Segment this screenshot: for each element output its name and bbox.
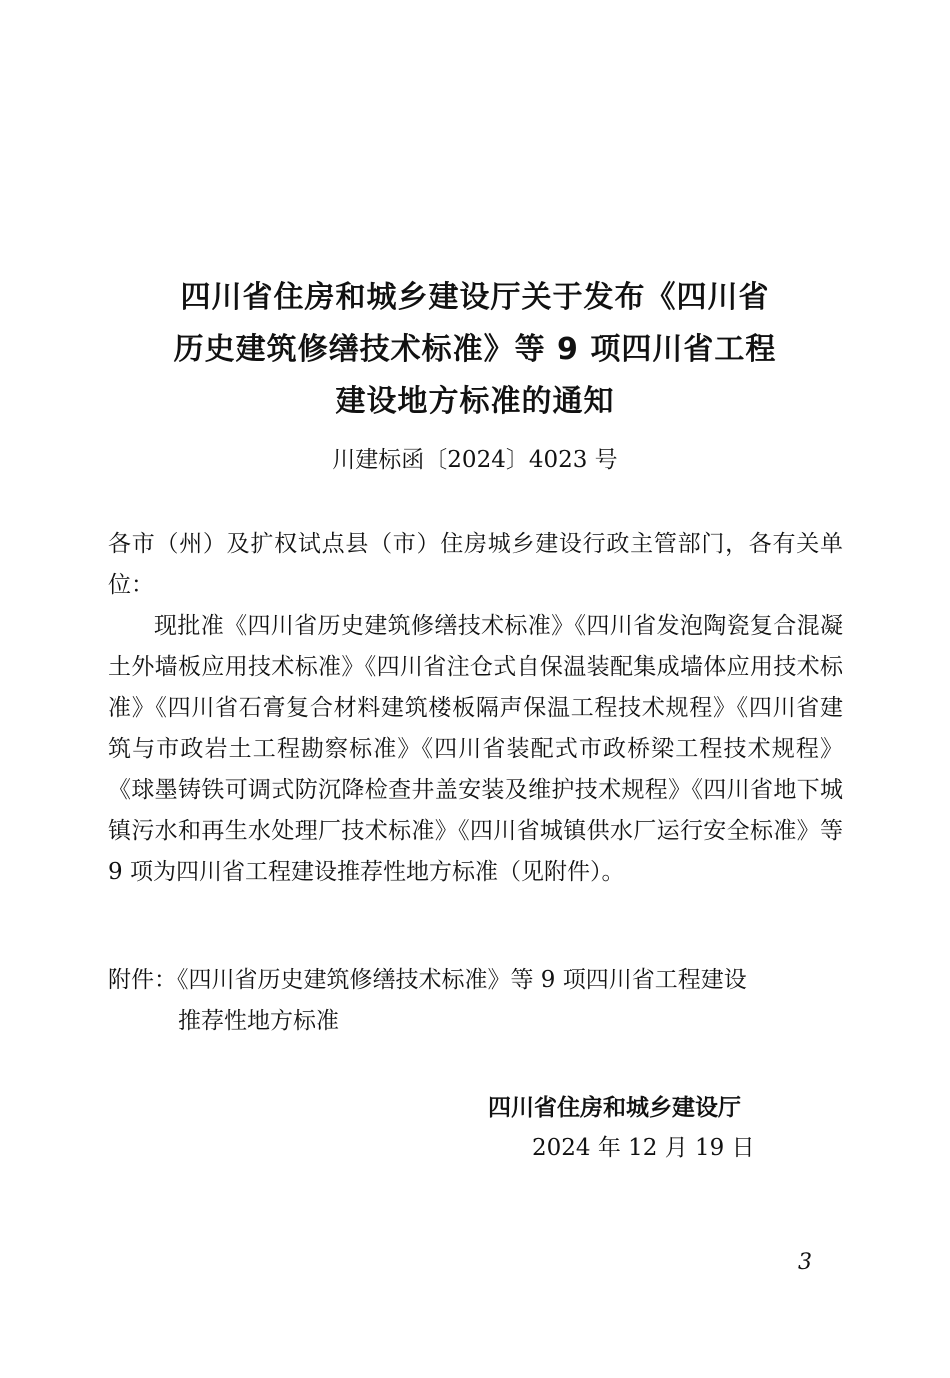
attachment-label: 附件：: [108, 967, 177, 993]
attachment-text-continued: 推荐性地方标准: [178, 1008, 339, 1034]
document-title: [0, 272, 950, 428]
title-line-3: 建设地方标准的通知: [335, 384, 615, 419]
title-line-2: 历史建筑修缮技术标准》等 9 项四川省工程: [173, 332, 777, 367]
page-number: 3: [798, 1250, 812, 1275]
attachment-text: 《四川省历史建筑修缮技术标准》等 9 项四川省工程建设: [177, 967, 747, 993]
issuing-authority: 四川省住房和城乡建设厅: [488, 1095, 741, 1121]
document-number: 川建标函〔2024〕4023 号: [332, 447, 618, 473]
addressee: 各市（州）及扩权试点县（市）住房城乡建设行政主管部门，各有关单位：: [108, 531, 843, 598]
notice-body: 现批准《四川省历史建筑修缮技术标准》《四川省发泡陶瓷复合混凝土外墙板应用技术标准》《四川省注仓式自保温装配集成墙体应用技术标准》《四川省石膏复合材料建筑楼板隔声保温工程技术规程》《四川省建筑与市政岩土工程勘察标准》《四川省装配式市政桥梁工程技术规程》《球墨铸铁可调式防沉降检查井盖安装及维护技术规程》《四川省地下城镇污水和再生水处理厂技术标准》《四川省城镇供水厂运行安全标准》等 9 项为四川省工程建设推荐性地方标准（见附件）。: [108, 613, 843, 885]
issue-date: 2024 年 12 月 19 日: [532, 1135, 755, 1161]
title-line-1: 四川省住房和城乡建设厅关于发布《四川省: [180, 280, 770, 315]
attachment: [108, 960, 843, 1042]
